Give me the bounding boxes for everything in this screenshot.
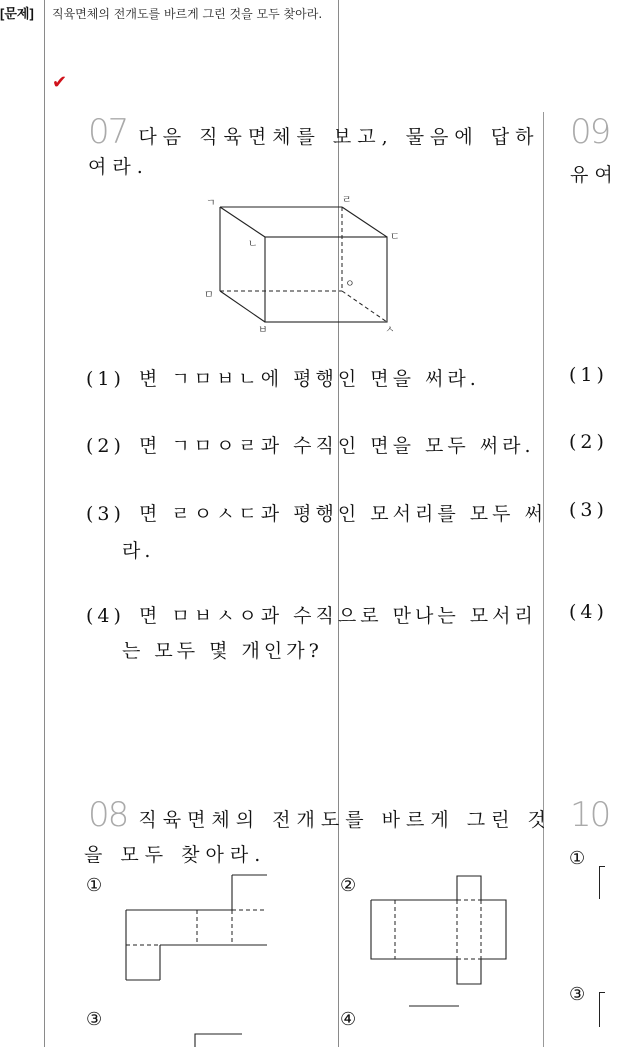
question-08 [88, 795, 552, 835]
vertex-label-g: ㅅ [385, 325, 395, 336]
q07-sub-3 [86, 499, 547, 526]
net-figure-4-partial [405, 1000, 465, 1012]
sub-label: (2) [86, 435, 125, 457]
net-figure-3-partial [190, 1030, 250, 1047]
column-divider-line [543, 112, 544, 1047]
vertex-label-b: ㄴ [248, 239, 258, 250]
q08-header-line [88, 795, 552, 835]
q07-text-line2: 여라. [88, 156, 149, 178]
sub-label: (1) [86, 368, 125, 390]
q09-text-fragment: 유여 [570, 164, 619, 186]
q07-sub-2 [86, 431, 535, 458]
vertex-label-h: ㅇ [345, 279, 355, 290]
q10-figure-fragment-2 [599, 992, 605, 1027]
q07-sub-3-cont: 라. [122, 540, 155, 562]
q08-number: 08 [88, 795, 128, 835]
q09-sub-1: (1) [569, 364, 608, 386]
sub-text: 면 ㅁㅂㅅㅇ과 수직으로 만나는 모서리 [138, 605, 537, 627]
q10-option-1[interactable]: ① [569, 848, 586, 869]
vertex-label-a: ㄱ [206, 198, 216, 209]
q07-sub-1 [86, 364, 480, 391]
q10-figure-fragment-1 [599, 866, 605, 899]
sub-text: 면 ㄱㅁㅇㄹ과 수직인 면을 모두 써라. [138, 435, 535, 457]
q07-sub-4 [86, 601, 537, 628]
question-07 [88, 112, 540, 179]
cuboid-figure [196, 190, 416, 340]
vertex-label-d: ㄹ [342, 195, 352, 206]
q07-text-line1: 다음 직육면체를 보고, 물음에 답하 [138, 126, 540, 148]
q09-sub-4: (4) [569, 601, 608, 623]
q07-sub-4-cont: 는 모두 몇 개인가? [122, 640, 323, 662]
sub-label: (4) [86, 605, 125, 627]
question-tag: [문제] [0, 6, 34, 21]
left-frame-line [44, 0, 45, 1047]
q09-sub-2: (2) [569, 431, 608, 453]
sub-text: 변 ㄱㅁㅂㄴ에 평행인 면을 써라. [138, 368, 480, 390]
question-prompt: 직육면체의 전개도를 바르게 그린 것을 모두 찾아라. [52, 7, 323, 21]
vertex-label-f: ㅂ [258, 325, 268, 336]
q09-number: 09 [570, 112, 610, 152]
vertex-label-e: ㅁ [204, 290, 214, 301]
q08-text-line2: 을 모두 찾아라. [84, 844, 267, 866]
check-mark-icon[interactable]: ✔ [52, 72, 68, 93]
q08-text-line1: 직육면체의 전개도를 바르게 그린 것 [138, 809, 552, 831]
q10-option-3[interactable]: ③ [569, 984, 586, 1005]
net-figure-2 [368, 872, 510, 990]
net-figure-1 [120, 870, 272, 985]
q09-sub-3: (3) [569, 499, 608, 521]
q08-option-3[interactable]: ③ [86, 1009, 103, 1030]
sub-text: 면 ㄹㅇㅅㄷ과 평행인 모서리를 모두 써 [138, 503, 547, 525]
q10-number: 10 [570, 795, 610, 835]
q07-number: 07 [88, 112, 128, 152]
vertex-label-c: ㄷ [390, 232, 400, 243]
q08-option-1[interactable]: ① [86, 875, 103, 896]
q08-option-2[interactable]: ② [340, 875, 357, 896]
sub-label: (3) [86, 503, 125, 525]
q08-option-4[interactable]: ④ [340, 1009, 357, 1030]
q07-header-line [88, 112, 540, 152]
